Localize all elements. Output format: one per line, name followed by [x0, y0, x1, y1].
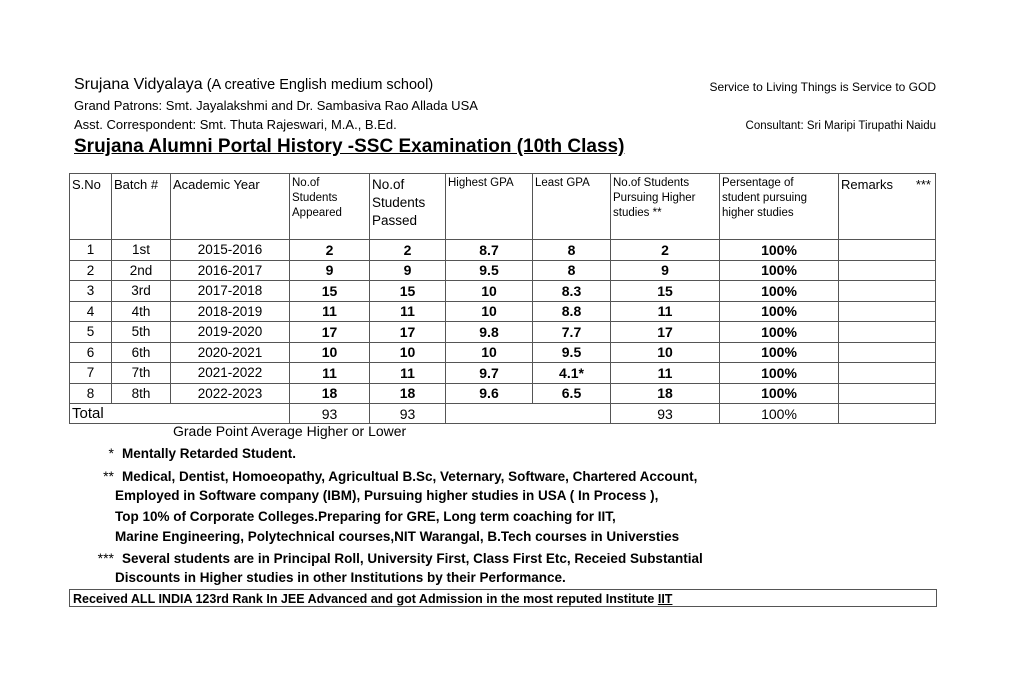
cell-batch: 8th: [112, 383, 171, 404]
cell-passed: 11: [370, 363, 446, 384]
table-row: [70, 363, 936, 384]
cell-batch: 7th: [112, 363, 171, 384]
cell-appeared: 18: [290, 383, 370, 404]
footnote-2: [80, 468, 697, 484]
cell-highest: 9.5: [446, 260, 533, 281]
cell-pursuing: 11: [611, 301, 720, 322]
cell-appeared: 11: [290, 301, 370, 322]
cell-least: 9.5: [533, 342, 611, 363]
motto: Service to Living Things is Service to GOD: [709, 80, 936, 94]
cell-percentage: 100%: [720, 363, 839, 384]
total-passed: 93: [370, 404, 446, 424]
cell-year: 2018-2019: [171, 301, 290, 322]
school-heading: [74, 76, 433, 94]
cell-least: 8.3: [533, 281, 611, 302]
cell-year: 2019-2020: [171, 322, 290, 343]
cell-remarks: [839, 383, 936, 404]
cell-sno: 6: [70, 342, 112, 363]
cell-percentage: 100%: [720, 260, 839, 281]
cell-pursuing: 10: [611, 342, 720, 363]
cell-remarks: [839, 322, 936, 343]
cell-passed: 2: [370, 240, 446, 261]
total-label: Total: [70, 404, 290, 424]
col-batch: Batch #: [112, 174, 171, 240]
cell-least: 4.1*: [533, 363, 611, 384]
col-remarks: Remarks ***: [839, 174, 936, 240]
cell-highest: 9.7: [446, 363, 533, 384]
table-row: [70, 260, 936, 281]
footnote-3: [80, 550, 703, 566]
total-appeared: 93: [290, 404, 370, 424]
footnote-3-mark: ***: [97, 550, 114, 566]
cell-batch: 5th: [112, 322, 171, 343]
footnote-2-line: Medical, Dentist, Homoeopathy, Agricultual B.Sc, Veternary, Software, Chartered Account,: [122, 469, 698, 484]
cell-least: 8: [533, 260, 611, 281]
cell-least: 8: [533, 240, 611, 261]
table-row: [70, 281, 936, 302]
table-header-row: [70, 174, 936, 240]
table-row: [70, 301, 936, 322]
asst-correspondent: Asst. Correspondent: Smt. Thuta Rajeswari, M.A., B.Ed.: [74, 117, 397, 132]
cell-appeared: 9: [290, 260, 370, 281]
cell-sno: 4: [70, 301, 112, 322]
cell-highest: 9.6: [446, 383, 533, 404]
consultant: Consultant: Sri Maripi Tirupathi Naidu: [745, 120, 936, 132]
cell-highest: 9.8: [446, 322, 533, 343]
cell-sno: 3: [70, 281, 112, 302]
results-table: [69, 173, 936, 424]
cell-remarks: [839, 281, 936, 302]
footnote-3-line: Discounts in Higher studies in other Institutions by their Performance.: [115, 570, 566, 585]
col-pursuing: No.of Students Pursuing Higher studies **: [611, 174, 720, 240]
table-row: [70, 240, 936, 261]
total-pursuing: 93: [611, 404, 720, 424]
cell-year: 2022-2023: [171, 383, 290, 404]
cell-batch: 4th: [112, 301, 171, 322]
cell-remarks: [839, 240, 936, 261]
school-name: Srujana Vidyalaya: [74, 76, 203, 93]
gpa-note: Grade Point Average Higher or Lower: [173, 423, 407, 439]
cell-pursuing: 18: [611, 383, 720, 404]
cell-highest: 10: [446, 342, 533, 363]
cell-pursuing: 17: [611, 322, 720, 343]
cell-year: 2020-2021: [171, 342, 290, 363]
page-title: Srujana Alumni Portal History -SSC Examination (10th Class): [74, 136, 625, 157]
table-row: [70, 322, 936, 343]
col-academic-year: Academic Year: [171, 174, 290, 240]
footnote-2-line: Marine Engineering, Polytechnical courses,NIT Warangal, B.Tech courses in Universties: [115, 529, 680, 544]
cell-highest: 10: [446, 281, 533, 302]
cell-pursuing: 2: [611, 240, 720, 261]
col-least-gpa: Least GPA: [533, 174, 611, 240]
cell-sno: 2: [70, 260, 112, 281]
cell-sno: 7: [70, 363, 112, 384]
cell-appeared: 11: [290, 363, 370, 384]
achievement-banner: [69, 589, 937, 607]
cell-appeared: 2: [290, 240, 370, 261]
cell-year: 2017-2018: [171, 281, 290, 302]
col-passed: No.of Students Passed: [370, 174, 446, 240]
cell-remarks: [839, 260, 936, 281]
cell-sno: 1: [70, 240, 112, 261]
total-gpa-empty: [446, 404, 611, 424]
cell-highest: 10: [446, 301, 533, 322]
cell-percentage: 100%: [720, 301, 839, 322]
total-percentage: 100%: [720, 404, 839, 424]
table-row: [70, 383, 936, 404]
cell-year: 2015-2016: [171, 240, 290, 261]
cell-passed: 17: [370, 322, 446, 343]
footnote-1-mark: *: [108, 445, 114, 461]
cell-passed: 18: [370, 383, 446, 404]
cell-batch: 2nd: [112, 260, 171, 281]
cell-least: 7.7: [533, 322, 611, 343]
cell-least: 6.5: [533, 383, 611, 404]
table-row: [70, 342, 936, 363]
footnote-1-text: Mentally Retarded Student.: [122, 446, 297, 461]
table-body: [70, 240, 936, 404]
cell-percentage: 100%: [720, 322, 839, 343]
cell-pursuing: 15: [611, 281, 720, 302]
cell-batch: 6th: [112, 342, 171, 363]
cell-remarks: [839, 301, 936, 322]
cell-percentage: 100%: [720, 240, 839, 261]
cell-passed: 15: [370, 281, 446, 302]
cell-appeared: 15: [290, 281, 370, 302]
cell-pursuing: 9: [611, 260, 720, 281]
footnote-2-mark: **: [103, 468, 114, 484]
grand-patrons: Grand Patrons: Smt. Jayalakshmi and Dr. Sambasiva Rao Allada USA: [74, 98, 478, 113]
footnote-1: [80, 445, 296, 461]
cell-pursuing: 11: [611, 363, 720, 384]
achievement-institute: IIT: [657, 592, 673, 606]
cell-passed: 11: [370, 301, 446, 322]
cell-batch: 1st: [112, 240, 171, 261]
footnote-3-line: Several students are in Principal Roll, University First, Class First Etc, Receied Substantial: [122, 551, 703, 566]
cell-sno: 5: [70, 322, 112, 343]
cell-year: 2016-2017: [171, 260, 290, 281]
cell-least: 8.8: [533, 301, 611, 322]
cell-passed: 10: [370, 342, 446, 363]
col-highest-gpa: Highest GPA: [446, 174, 533, 240]
cell-percentage: 100%: [720, 281, 839, 302]
footnote-2-line: Top 10% of Corporate Colleges.Preparing for GRE, Long term coaching for IIT,: [115, 509, 616, 524]
cell-highest: 8.7: [446, 240, 533, 261]
cell-batch: 3rd: [112, 281, 171, 302]
achievement-text: Received ALL INDIA 123rd Rank In JEE Advanced and got Admission in the most reputed Institute: [73, 592, 655, 606]
col-appeared: No.of Students Appeared: [290, 174, 370, 240]
footnote-2-line: Employed in Software company (IBM), Pursuing higher studies in USA ( In Process ),: [115, 488, 659, 503]
cell-year: 2021-2022: [171, 363, 290, 384]
total-row: [70, 404, 936, 424]
cell-percentage: 100%: [720, 383, 839, 404]
col-percentage: Persentage of student pursuing higher studies: [720, 174, 839, 240]
col-sno: S.No: [70, 174, 112, 240]
total-remarks: [839, 404, 936, 424]
cell-sno: 8: [70, 383, 112, 404]
cell-appeared: 17: [290, 322, 370, 343]
cell-appeared: 10: [290, 342, 370, 363]
cell-passed: 9: [370, 260, 446, 281]
cell-remarks: [839, 363, 936, 384]
cell-remarks: [839, 342, 936, 363]
school-description: (A creative English medium school): [206, 77, 434, 93]
cell-percentage: 100%: [720, 342, 839, 363]
